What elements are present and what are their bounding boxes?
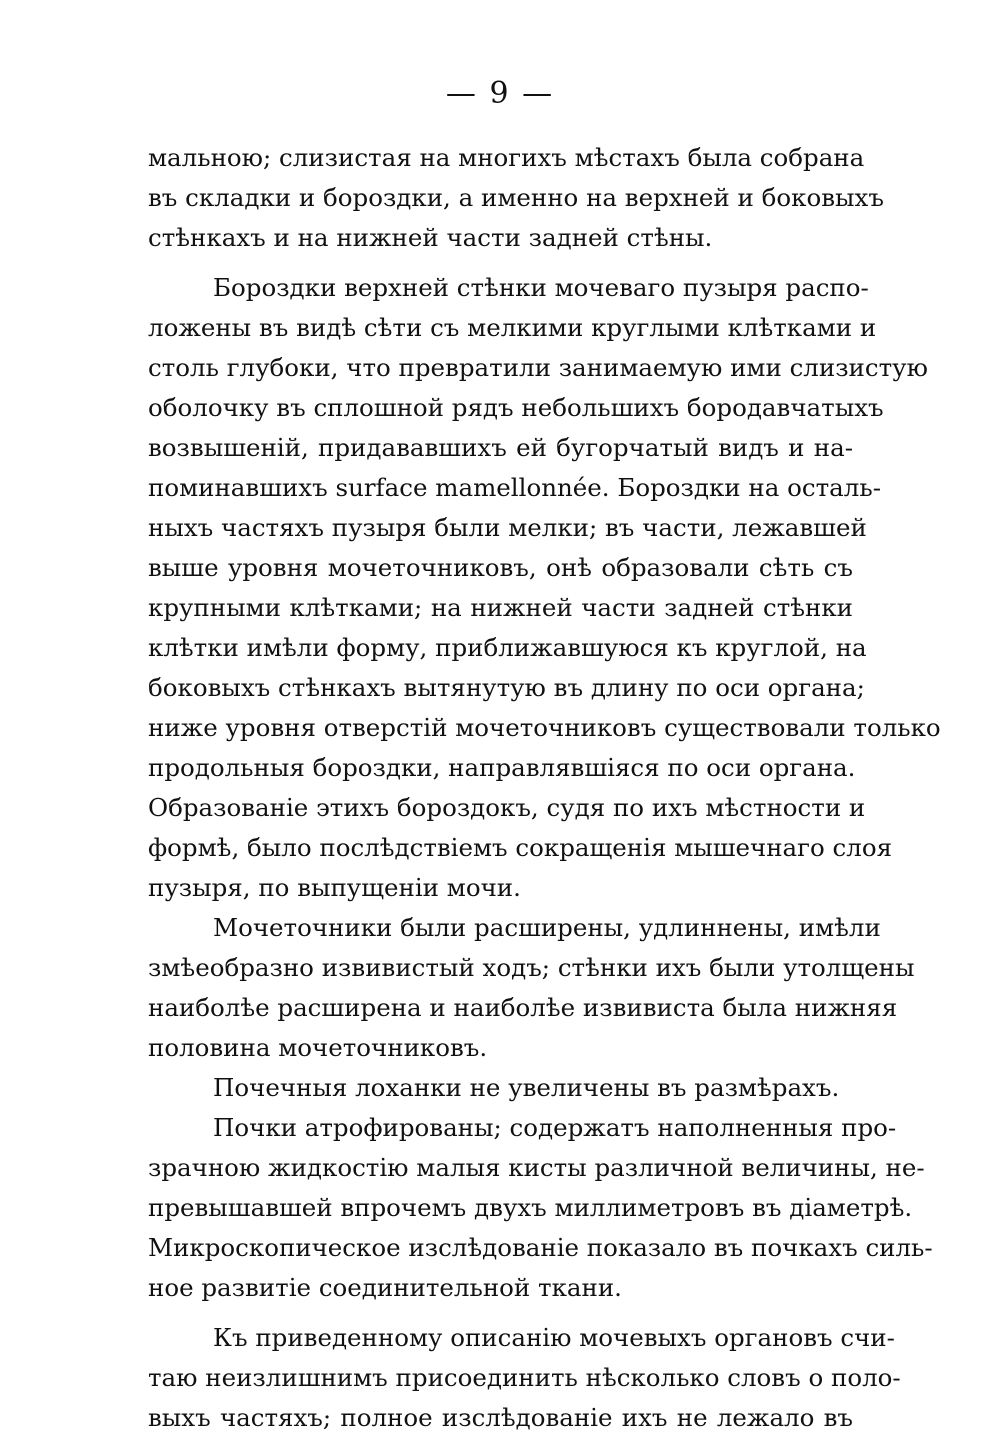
- paragraph: [148, 1108, 933, 1308]
- text-line: ниже уровня отверстій мочеточниковъ существовали только: [148, 713, 941, 742]
- page-number: — 9 —: [445, 76, 555, 111]
- paragraph: [148, 268, 941, 908]
- text-line: пузыря, по выпущеніи мочи.: [148, 873, 521, 902]
- text-line: Образованіе этихъ бороздокъ, судя по ихъ мѣстности и: [148, 793, 866, 822]
- text-line: ложены въ видѣ сѣти съ мелкими круглыми клѣтками и: [148, 313, 877, 342]
- text-line: Бороздки верхней стѣнки мочеваго пузыря распо-: [213, 273, 869, 302]
- text-line: превышавшей впрочемъ двухъ миллиметровъ въ діаметрѣ.: [148, 1193, 913, 1222]
- text-line: Микроскопическое изслѣдованіе показало въ почкахъ силь-: [148, 1233, 933, 1262]
- text-line: въ складки и бороздки, а именно на верхней и боковыхъ: [148, 183, 884, 212]
- text-line: выхъ частяхъ; полное изслѣдованіе ихъ не лежало въ: [148, 1403, 853, 1432]
- text-line: Мочеточники были расширены, удлиннены, имѣли: [213, 913, 881, 942]
- text-line: продольныя бороздки, направлявшіяся по оси органа.: [148, 753, 856, 782]
- text-line: ныхъ частяхъ пузыря были мелки; въ части, лежавшей: [148, 513, 867, 542]
- text-line: Къ приведенному описанію мочевыхъ органовъ счи-: [213, 1323, 895, 1352]
- text-line: возвышеній, придававшихъ ей бугорчатый видъ и на-: [148, 433, 853, 462]
- text-line: крупными клѣтками; на нижней части задней стѣнки: [148, 593, 853, 622]
- paragraph: [148, 1068, 853, 1108]
- text-line: Почки атрофированы; содержатъ наполненныя про-: [213, 1113, 897, 1142]
- text-line: стѣнкахъ и на нижней части задней стѣны.: [148, 223, 713, 252]
- text-line: половина мочеточниковъ.: [148, 1033, 488, 1062]
- paragraph: [148, 1318, 901, 1438]
- text-line: оболочку въ сплошной рядъ небольшихъ бородавчатыхъ: [148, 393, 884, 422]
- text-line: Почечныя лоханки не увеличены въ размѣрахъ.: [213, 1073, 840, 1102]
- text-line: формѣ, было послѣдствіемъ сокращенія мышечнаго слоя: [148, 833, 893, 862]
- text-line: клѣтки имѣли форму, приближавшуюся къ круглой, на: [148, 633, 867, 662]
- text-line: мальною; слизистая на многихъ мѣстахъ была собрана: [148, 143, 865, 172]
- body-text: [148, 138, 941, 1438]
- text-line: наиболѣе расширена и наиболѣе извивиста была нижняя: [148, 993, 898, 1022]
- paragraph: [148, 908, 915, 1068]
- text-line: ное развитіе соединительной ткани.: [148, 1273, 622, 1302]
- paragraph: [148, 138, 884, 258]
- text-line: столь глубоки, что превратили занимаемую ими слизистую: [148, 353, 928, 382]
- text-line: таю неизлишнимъ присоединить нѣсколько словъ о поло-: [148, 1363, 901, 1392]
- text-line: поминавшихъ surface mamellonnée. Бороздки на осталь-: [148, 473, 881, 502]
- text-line: выше уровня мочеточниковъ, онѣ образовали сѣть съ: [148, 553, 853, 582]
- text-line: змѣеобразно извивистый ходъ; стѣнки ихъ были утолщены: [148, 953, 915, 982]
- text-line: зрачною жидкостію малыя кисты различной величины, не-: [148, 1153, 925, 1182]
- text-line: боковыхъ стѣнкахъ вытянутую въ длину по оси органа;: [148, 673, 865, 702]
